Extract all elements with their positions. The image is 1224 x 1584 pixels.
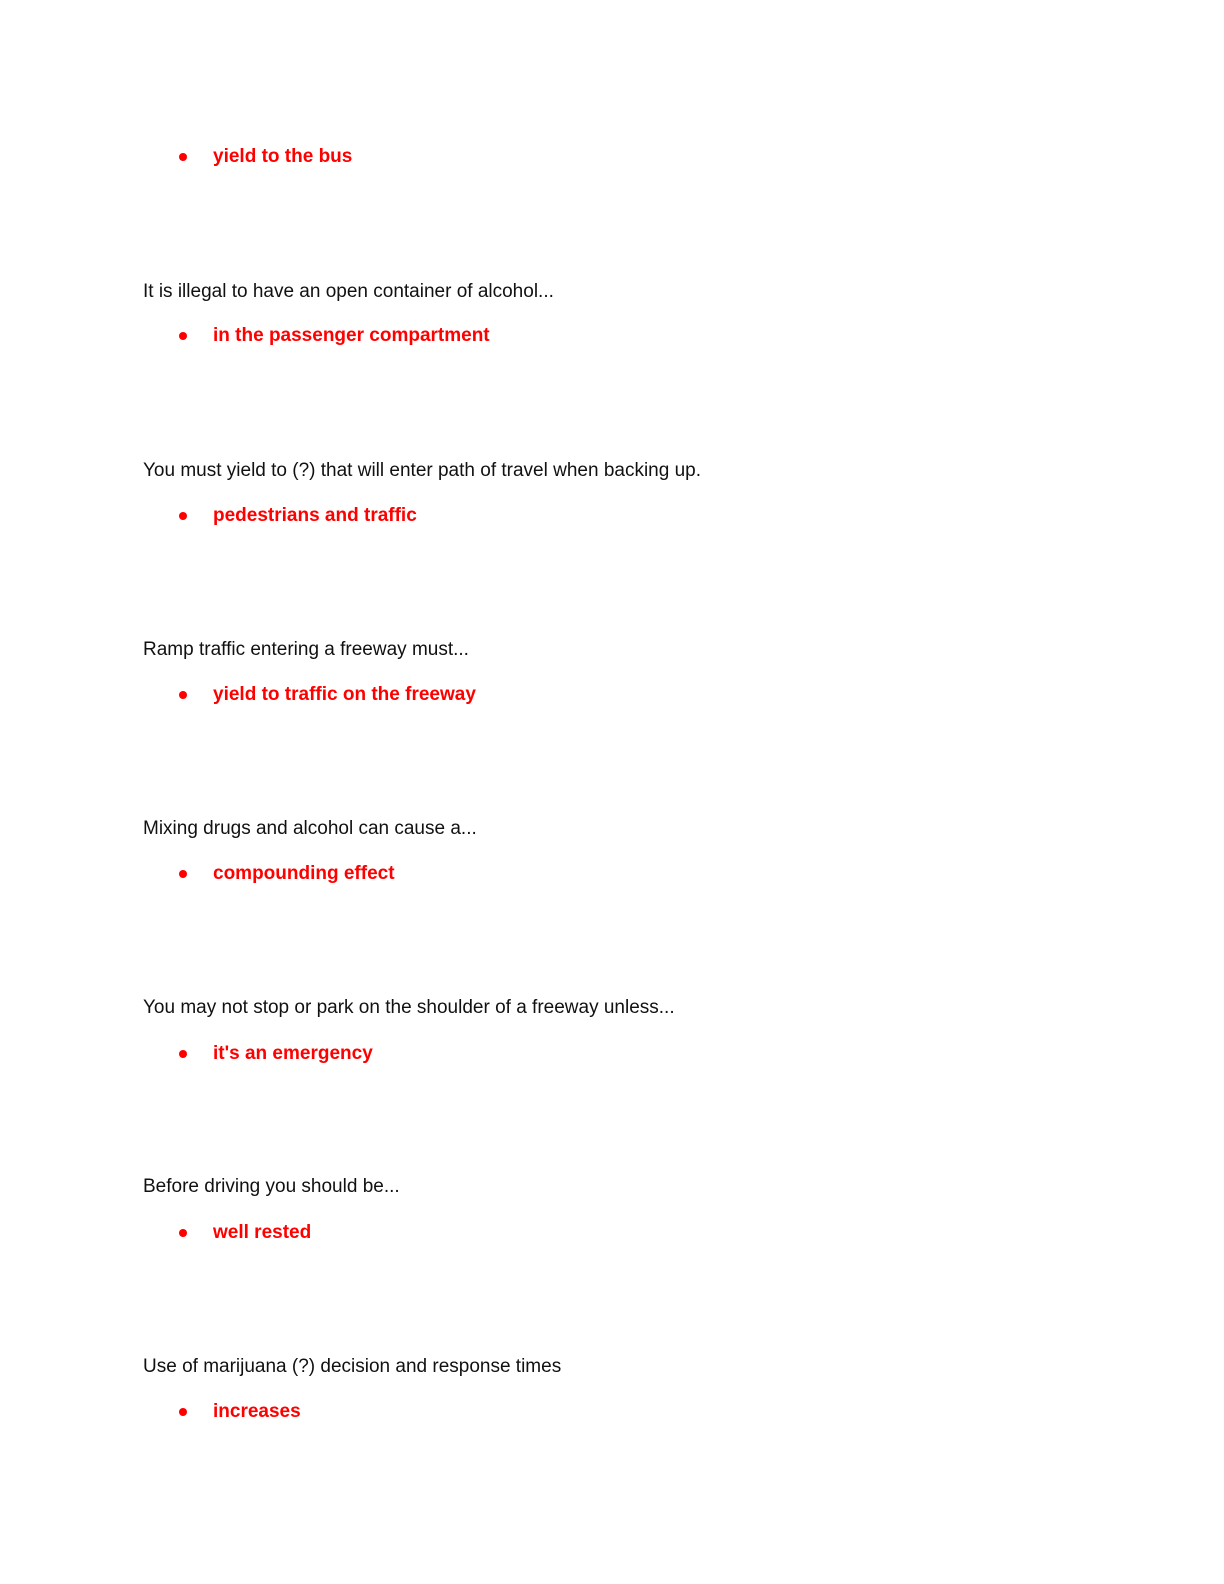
- bullet-icon: [179, 153, 187, 161]
- answer-text: yield to traffic on the freeway: [213, 684, 476, 705]
- bullet-icon: [179, 332, 187, 340]
- question-text: It is illegal to have an open container of alcohol...: [143, 281, 554, 302]
- answer-text: compounding effect: [213, 863, 395, 884]
- bullet-icon: [179, 1050, 187, 1058]
- answer-item: [176, 683, 476, 707]
- answer-text: in the passenger compartment: [213, 325, 490, 346]
- question-text: Before driving you should be...: [143, 1176, 400, 1197]
- bullet-icon: [179, 1408, 187, 1416]
- answer-item: [176, 145, 352, 169]
- answer-item: [176, 1400, 301, 1424]
- bullet-icon: [179, 1229, 187, 1237]
- bullet-icon: [179, 691, 187, 699]
- answer-text: increases: [213, 1401, 301, 1422]
- question-text: Ramp traffic entering a freeway must...: [143, 639, 469, 660]
- question-text: Mixing drugs and alcohol can cause a...: [143, 818, 477, 839]
- answer-text: pedestrians and traffic: [213, 505, 417, 526]
- answer-item: [176, 504, 417, 528]
- answer-item: [176, 1221, 311, 1245]
- question-text: You must yield to (?) that will enter path of travel when backing up.: [143, 460, 701, 481]
- answer-text: well rested: [213, 1222, 312, 1243]
- answer-item: [176, 1042, 373, 1066]
- answer-item: [176, 324, 490, 348]
- question-text: Use of marijuana (?) decision and response times: [143, 1356, 562, 1377]
- bullet-icon: [179, 870, 187, 878]
- bullet-icon: [179, 512, 187, 520]
- answer-text: yield to the bus: [213, 146, 353, 167]
- answer-text: it's an emergency: [213, 1043, 373, 1064]
- answer-item: [176, 862, 395, 886]
- question-text: You may not stop or park on the shoulder of a freeway unless...: [143, 997, 675, 1018]
